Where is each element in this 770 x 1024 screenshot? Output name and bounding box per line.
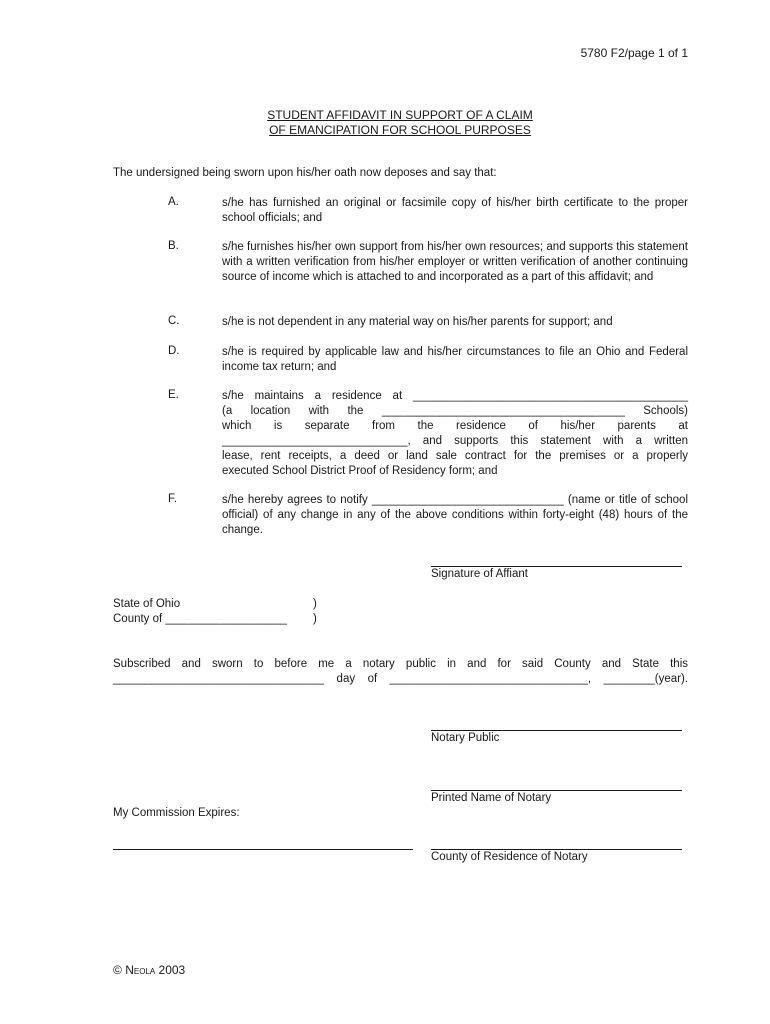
- item-e-line-6: executed School District Proof of Residency form; and: [222, 465, 498, 477]
- subscribed-line-2: _________________________________ day of _______________________________, ________(year).: [113, 673, 688, 685]
- brand-name: Neola: [125, 963, 156, 977]
- item-a-text: s/he has furnished an original or facsimile copy of his/her birth certificate to the proper school officials; and: [222, 197, 688, 224]
- venue-paren-2: ): [313, 613, 317, 625]
- commission-expires-label: My Commission Expires:: [113, 807, 240, 819]
- item-e-letter: E.: [168, 389, 179, 401]
- county-residence-label: County of Residence of Notary: [431, 851, 588, 863]
- copyright-footer: [113, 963, 185, 977]
- item-e-line-5: lease, rent receipts, a deed or land sale contract for the premises or a properly: [222, 450, 688, 462]
- title-line-1: STUDENT AFFIDAVIT IN SUPPORT OF A CLAIM: [267, 108, 533, 122]
- item-d-letter: D.: [168, 345, 180, 357]
- item-e-line-2: (a location with the ______________________________________ Schools): [222, 405, 688, 417]
- venue-state: State of Ohio: [113, 598, 181, 610]
- page-reference: 5780 F2/page 1 of 1: [580, 46, 688, 60]
- item-b-letter: B.: [168, 240, 179, 252]
- item-c-letter: C.: [168, 315, 180, 327]
- notary-public-label: Notary Public: [431, 732, 500, 744]
- item-d-text: s/he is required by applicable law and his/her circumstances to file an Ohio and Federal income tax return; and: [222, 346, 688, 373]
- item-b-text: s/he furnishes his/her own support from his/her own resources; and supports this statement with a written verification from his/her employer or written verification of another continuing source of income which is attached to and incorporated as a part of this affidavit; and: [222, 241, 688, 283]
- item-c-text: s/he is not dependent in any material way on his/her parents for support; and: [222, 316, 613, 328]
- title-line-2: OF EMANCIPATION FOR SCHOOL PURPOSES: [269, 123, 531, 137]
- county-residence-line: [431, 849, 682, 850]
- intro-text: The undersigned being sworn upon his/her oath now deposes and say that:: [113, 167, 497, 179]
- item-f-text: s/he hereby agrees to notify ______________________________ (name or title of school official) of any change in any of the above conditions within forty-eight (48) hours of the change.: [222, 494, 688, 536]
- item-a-letter: A.: [168, 196, 179, 208]
- affiant-signature-line: [431, 566, 682, 567]
- item-e-line-1: s/he maintains a residence at ___________________________________________: [222, 390, 688, 402]
- venue-paren-1: ): [313, 598, 317, 610]
- copyright-symbol: ©: [113, 963, 126, 977]
- copyright-year: 2003: [155, 963, 186, 977]
- item-e-line-3: which is separate from the residence of his/her parents at: [222, 420, 688, 432]
- commission-expires-line: [113, 849, 413, 850]
- venue-county: County of ___________________: [113, 613, 287, 625]
- printed-name-label: Printed Name of Notary: [431, 792, 552, 804]
- document-title: [0, 108, 770, 138]
- item-e-line-4: _____________________________, and supports this statement with a written: [222, 435, 688, 447]
- subscribed-line-1: Subscribed and sworn to before me a notary public in and for said County and State this: [113, 658, 688, 670]
- notary-signature-line: [431, 730, 682, 731]
- printed-name-line: [431, 790, 682, 791]
- affiant-signature-label: Signature of Affiant: [431, 568, 528, 580]
- item-f-letter: F.: [168, 493, 177, 505]
